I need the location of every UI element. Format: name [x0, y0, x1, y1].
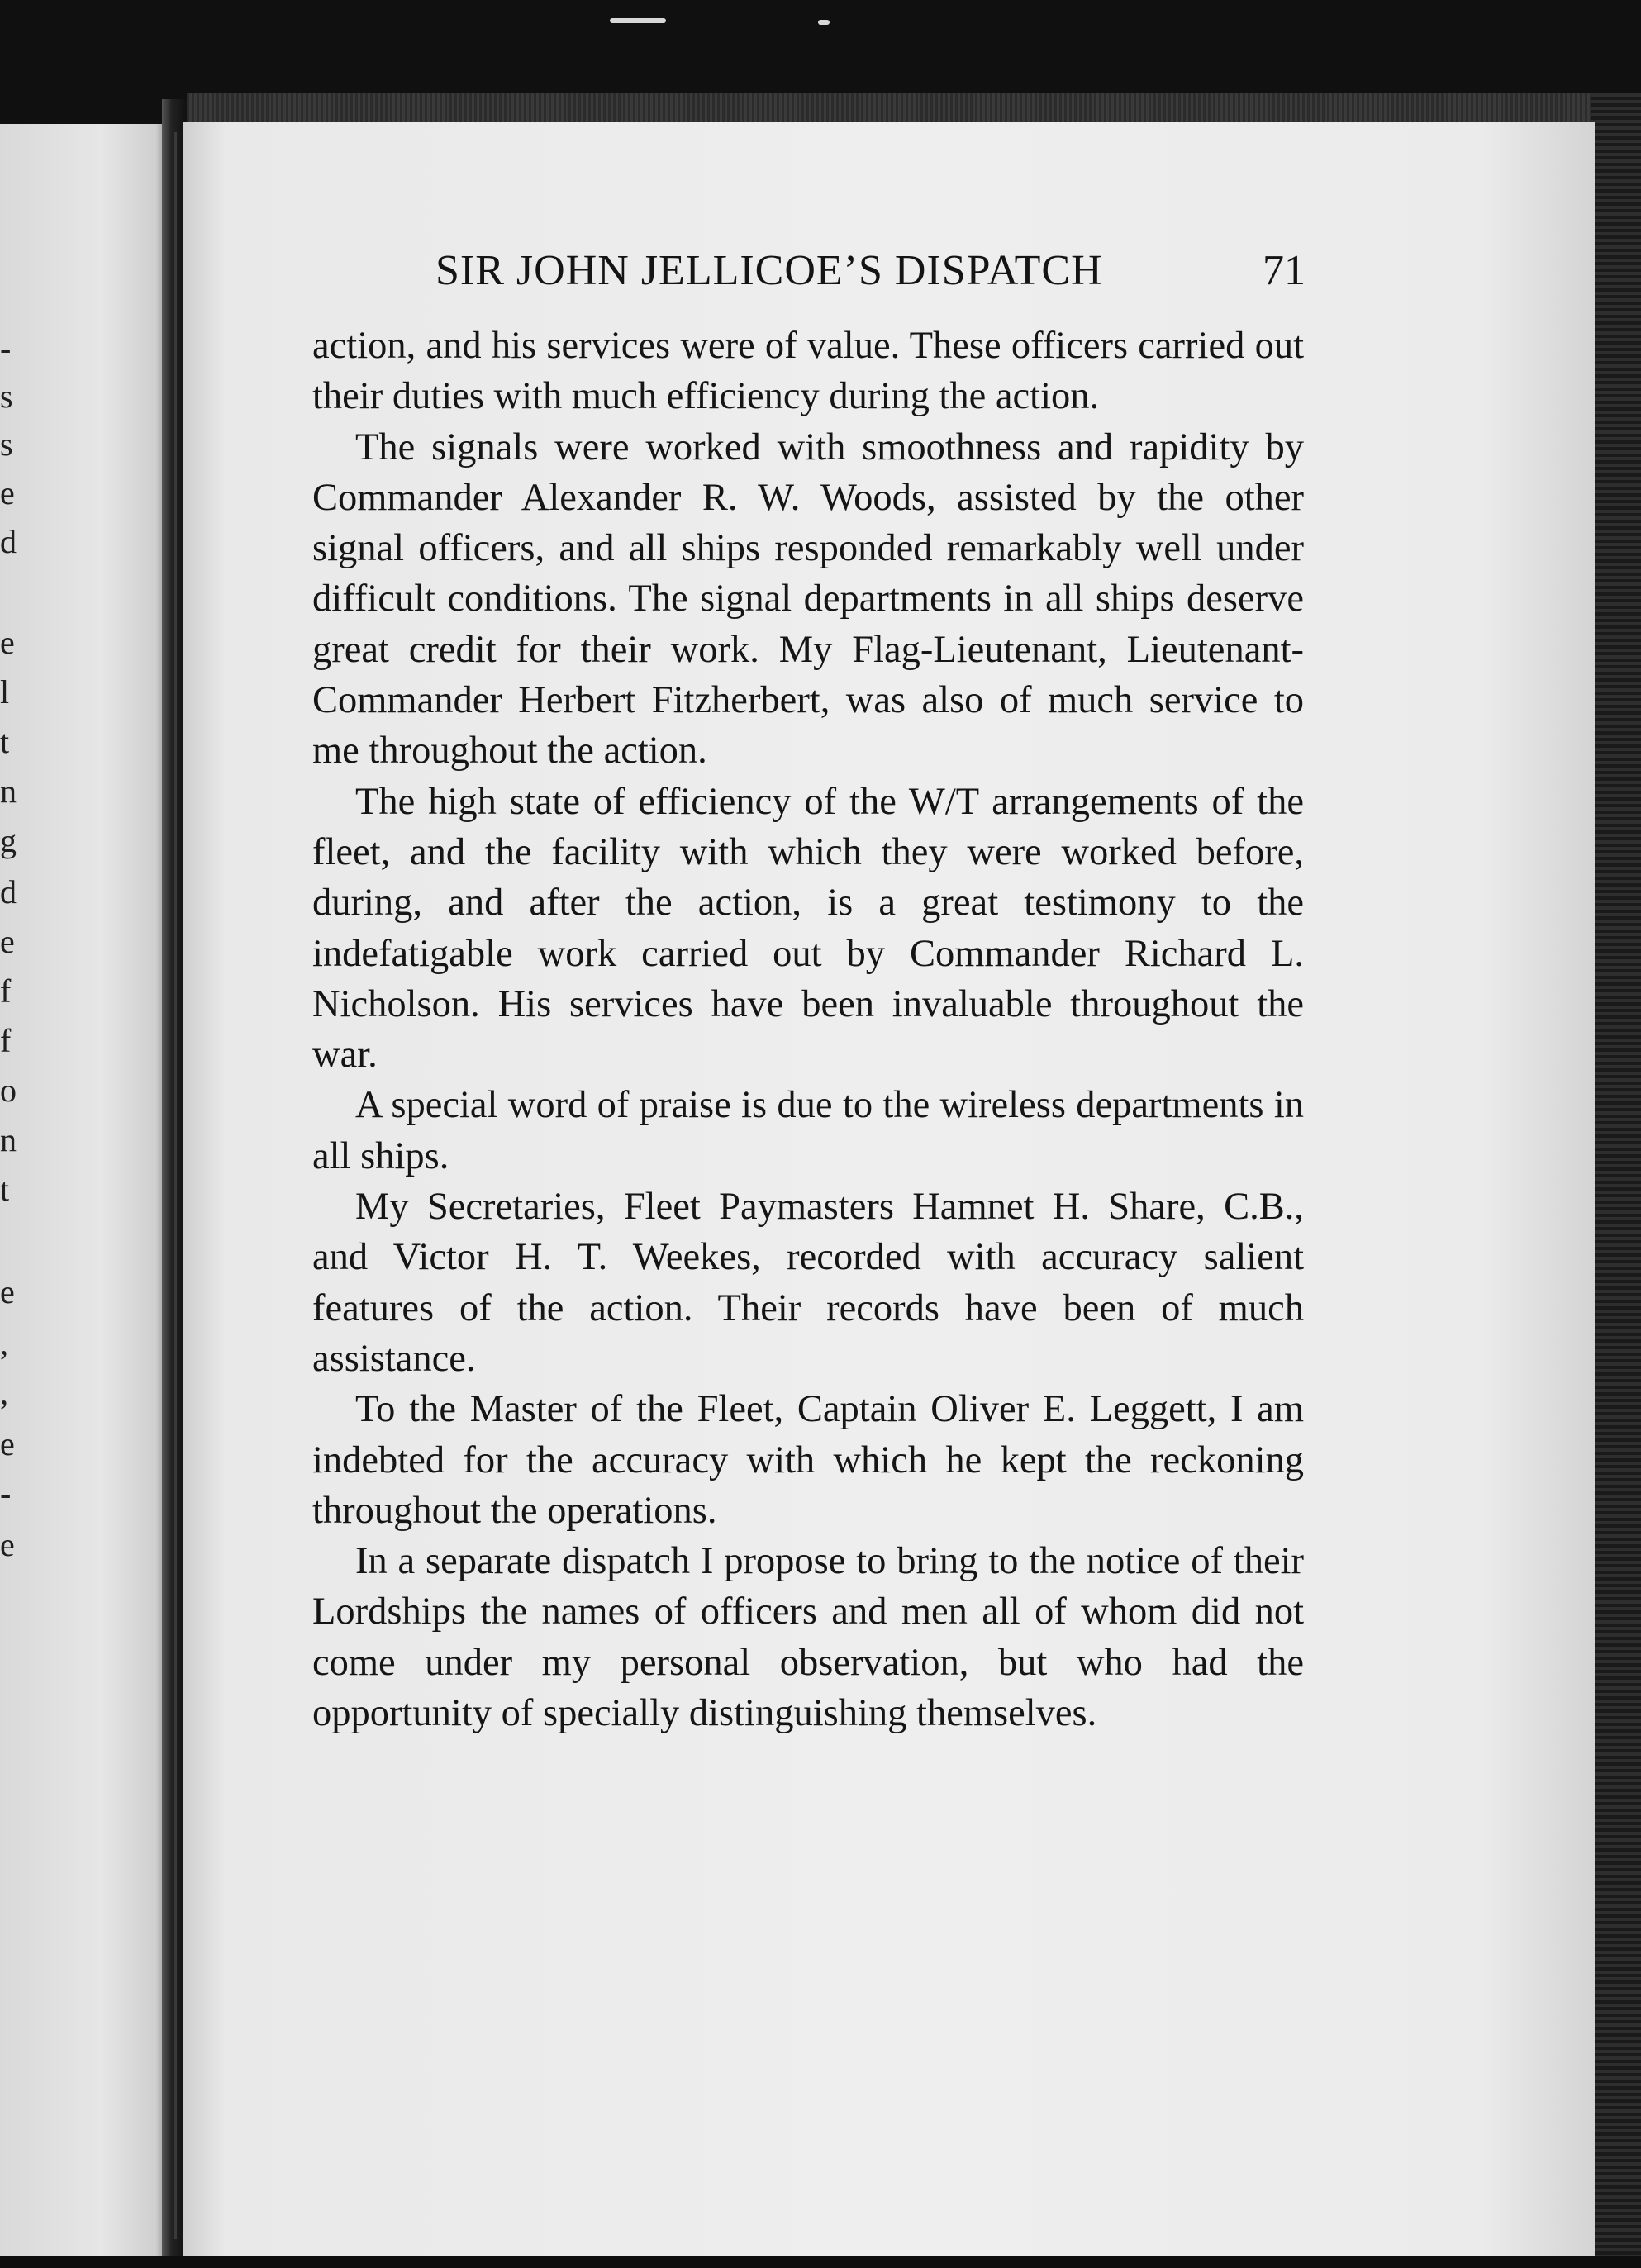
previous-page-letter: e	[0, 1425, 15, 1462]
paragraph: To the Master of the Fleet, Captain Oliver E. Leggett, I am indebted for the accuracy with which he kept the reckoning throughout the operations.	[312, 1388, 1304, 1532]
scan-speck	[610, 18, 666, 23]
previous-page-letter: g	[0, 822, 17, 859]
previous-page-letter: t	[0, 1171, 10, 1208]
page-number: 71	[1263, 247, 1306, 294]
body-text	[312, 321, 1304, 1738]
scan-bottom-edge	[0, 2256, 1641, 2268]
paragraph: The signals were worked with smoothness and rapidity by Commander Alexander R. W. Woods, assisted by the other signal officers, and all ships responded remarkably well under difficult conditions. The signal departments in all ships deserve great credit for their work. My Flag-Lieutenant, Lieutenant-Commander Herbert Fitzherbert, was also of much service to me throughout the action.	[312, 426, 1304, 773]
previous-page-letter: l	[0, 673, 10, 711]
previous-page-letter: n	[0, 773, 17, 810]
previous-page-letter: o	[0, 1072, 17, 1109]
paragraph: action, and his services were of value. These officers carried out their duties with much efficiency during the action.	[312, 325, 1304, 418]
previous-page-letter: -	[0, 1475, 12, 1512]
previous-page-letter: t	[0, 723, 10, 760]
previous-page-letter: d	[0, 523, 17, 560]
previous-page-letter: s	[0, 426, 13, 463]
previous-page-letter: ,	[0, 1324, 8, 1362]
paragraph: The high state of efficiency of the W/T arrangements of the fleet, and the facility with which they were worked before, during, and after the action, is a great testimony to the indefatigable work carried out by Commander Richard L. Nicholson. His services have been invaluable throughout the war.	[312, 780, 1304, 1077]
previous-page-letter: e	[0, 1526, 15, 1563]
binding-cloth-right	[1591, 93, 1641, 2268]
previous-page-letter: e	[0, 1273, 15, 1310]
previous-page-letter: s	[0, 378, 13, 415]
previous-page-letter: e	[0, 923, 15, 960]
previous-page-edge	[0, 124, 169, 2256]
previous-page-letter: f	[0, 1022, 12, 1059]
previous-page-letter: f	[0, 972, 12, 1010]
paragraph: My Secretaries, Fleet Paymasters Hamnet H. Share, C.B., and Victor H. T. Weekes, recorded with accuracy salient features of the action. Their records have been of much assistance.	[312, 1186, 1304, 1380]
previous-page-letter: ,	[0, 1374, 8, 1411]
previous-page-letter: e	[0, 624, 15, 661]
paragraph: A special word of praise is due to the wireless departments in all ships.	[312, 1084, 1304, 1177]
previous-page-letter: -	[0, 330, 12, 367]
gutter-shadow	[174, 132, 177, 2239]
previous-page-letter: e	[0, 474, 15, 511]
scan-speck	[818, 20, 830, 25]
running-head: SIR JOHN JELLICOE’S DISPATCH	[435, 247, 1103, 294]
previous-page-letter: n	[0, 1121, 17, 1158]
previous-page-letter: d	[0, 873, 17, 911]
paragraph: In a separate dispatch I propose to bring to the notice of their Lordships the names of officers and men all of whom did not come under my personal observation, but who had the opportunity of specially distinguishing themselves.	[312, 1540, 1304, 1735]
